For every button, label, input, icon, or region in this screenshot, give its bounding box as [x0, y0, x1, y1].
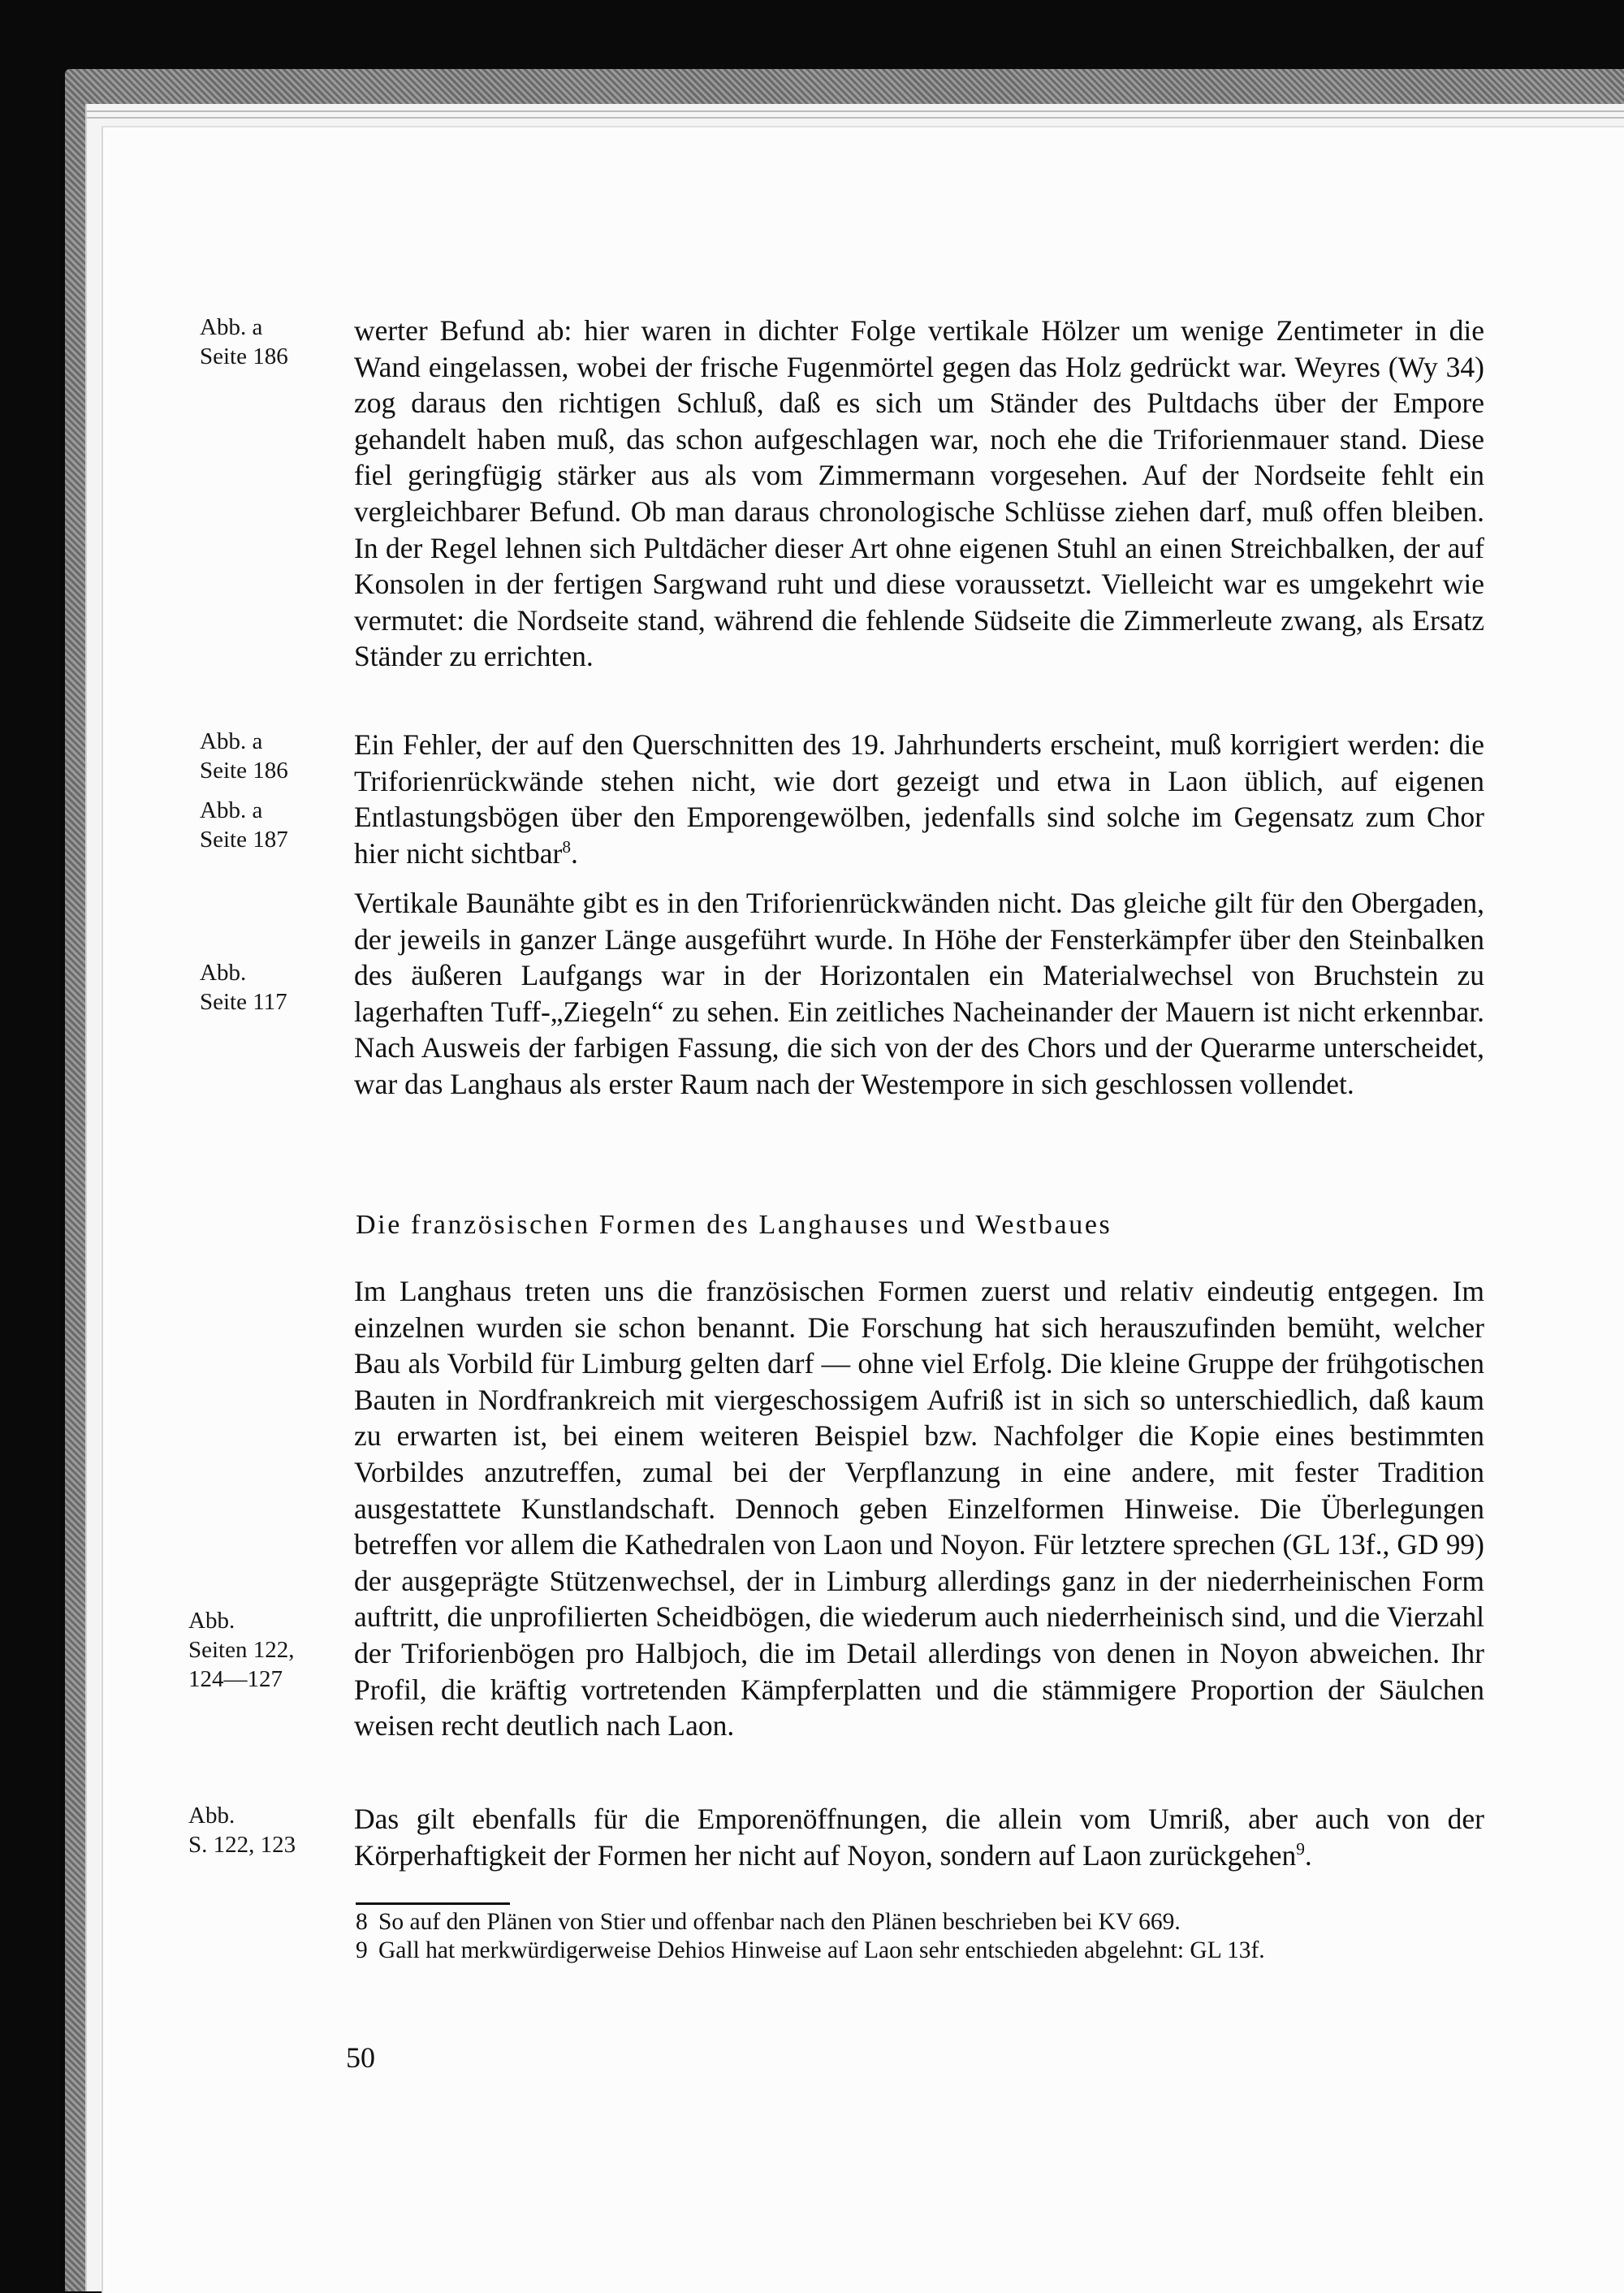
margin-note-line: Abb. a — [200, 797, 263, 823]
body-text-block — [354, 1273, 1484, 1744]
margin-note — [188, 1801, 296, 1859]
page-edge — [87, 110, 1624, 112]
footnote-ref[interactable]: 8 — [562, 836, 571, 857]
margin-note-line: S. 122, 123 — [188, 1832, 296, 1858]
footnote-text: Gall hat merkwürdigerweise Dehios Hinweise auf Laon sehr entschieden abgelehnt: GL 13f. — [378, 1937, 1265, 1963]
margin-note-line: Abb. — [200, 960, 247, 986]
margin-note-line: Abb. a — [200, 728, 263, 754]
footnotes — [356, 1908, 1468, 1965]
footnote — [356, 1908, 1468, 1937]
margin-note — [200, 313, 288, 371]
page-number: 50 — [346, 2041, 375, 2074]
paragraph-text: Das gilt ebenfalls für die Emporenöffnungen, die allein vom Umriß, aber auch von der Körperhaftigkeit der Formen her nicht auf Noyon, sondern auf Laon zurückgehen — [354, 1803, 1484, 1872]
paragraph: Im Langhaus treten uns die französischen Formen zuerst und relativ eindeutig entgegen. Im einzelnen wurden sie schon benannt. Die Forschung hat sich herauszufinden bemüht, welcher Bau als Vorbild für Limburg gelten darf — ohne viel Erfolg. Die kleine Gruppe der frühgotischen Bauten in Nordfrankreich mit viergeschossigem Aufriß ist in sich so unterschiedlich, daß kaum zu erwarten ist, bei einem weiteren Beispiel bzw. Nachfolger die Kopie eines bestimmten Vorbildes anzutreffen, zumal bei der Verpflanzung in eine andere, mit fester Tradition ausgestattete Kunstlandschaft. Dennoch geben Einzelformen Hinweise. Die Überlegungen betreffen vor allem die Kathedralen von Laon und Noyon. Für letztere sprechen (GL 13f., GD 99) der ausgeprägte Stützenwechsel, der in Limburg allerdings ganz in der niederrheinischen Form auftritt, die unprofilierten Scheidbögen, die wiederum auch niederrheinisch sind, und die Vierzahl der Triforienbögen pro Halbjoch, die im Detail allerdings von denen in Noyon abweichen. Ihr Profil, die kräftig vortretenden Kämpferplatten und die stämmigere Proportion der Säulchen weisen recht deutlich nach Laon. — [354, 1275, 1484, 1742]
paragraph — [354, 727, 1484, 871]
footnote-text: So auf den Plänen von Stier und offenbar nach den Plänen beschrieben bei KV 669. — [378, 1909, 1181, 1935]
margin-note — [200, 796, 288, 854]
margin-note-line: Seite 117 — [200, 989, 287, 1015]
margin-note — [200, 958, 287, 1017]
margin-note-line: Seiten 122, — [188, 1637, 295, 1663]
section-heading: Die französischen Formen des Langhauses und Westbaues — [356, 1210, 1112, 1240]
footnote-ref[interactable]: 9 — [1296, 1838, 1305, 1859]
body-text-block — [354, 1801, 1484, 1873]
margin-note-line: Seite 186 — [200, 343, 288, 369]
body-text-block — [354, 885, 1484, 1103]
margin-note-line: Abb. — [188, 1608, 235, 1634]
punctuation: . — [1304, 1838, 1312, 1872]
margin-note — [200, 727, 288, 785]
punctuation: . — [570, 836, 578, 870]
paragraph: Vertikale Baunähte gibt es in den Triforienrückwänden nicht. Das gleiche gilt für den Obergaden, der jeweils in ganzer Länge ausgeführt wurde. In Höhe der Fensterkämpfer über den Steinbalken des äußeren Laufgangs war in der Horizontalen ein Materialwechsel von Bruchstein zu lagerhaften Tuff-„Ziegeln“ zu sehen. Ein zeitliches Nacheinander der Mauern ist nicht erkennbar. Nach Ausweis der farbigen Fassung, die sich von der des Chors und der Querarme unterscheidet, war das Langhaus als erster Raum nach der Westempore in sich geschlossen vollendet. — [354, 887, 1484, 1100]
paragraph — [354, 1801, 1484, 1873]
margin-note — [188, 1606, 295, 1694]
margin-note-line: Abb. a — [200, 314, 263, 340]
margin-note-line: Seite 187 — [200, 827, 288, 853]
body-text-block — [354, 727, 1484, 871]
footnote — [356, 1937, 1468, 1965]
margin-note-line: Seite 186 — [200, 758, 288, 784]
footnote-number: 8 — [356, 1909, 368, 1935]
paragraph: werter Befund ab: hier waren in dichter Folge vertikale Hölzer um wenige Zentimeter in die Wand eingelassen, wobei der frische Fugenmörtel gegen das Holz gedrückt war. Weyres (Wy 34) zog daraus den richtigen Schluß, daß es sich um Ständer des Pultdachs über der Empore gehandelt haben muß, das schon aufgeschlagen war, noch ehe die Triforienmauer stand. Diese fiel geringfügig stärker aus als vom Zimmermann vorgesehen. Auf der Nordseite fehlt ein vergleichbarer Befund. Ob man daraus chronologische Schlüsse ziehen darf, muß offen bleiben. In der Regel lehnen sich Pultdächer dieser Art ohne eigenen Stuhl an einen Streichbalken, der auf Konsolen in der fertigen Sargwand ruht und diese voraussetzt. Vielleicht war es umgekehrt wie vermutet: die Nordseite stand, während die fehlende Südseite die Zimmerleute zwang, als Ersatz Ständer zu errichten. — [354, 314, 1484, 673]
page-edge — [87, 117, 1624, 119]
paragraph-text: Ein Fehler, der auf den Querschnitten des 19. Jahrhunderts erscheint, muß korrigiert werden: die Triforienrückwände stehen nicht, wie dort gezeigt und etwa in Laon üblich, auf eigenen Entlastungsbögen über den Emporengewölben, jedenfalls sind solche im Gegensatz zum Chor hier nicht sichtbar — [354, 728, 1484, 870]
margin-note-line: Abb. — [188, 1803, 235, 1829]
footnote-number: 9 — [356, 1937, 368, 1963]
footnote-divider — [356, 1902, 510, 1905]
body-text-block — [354, 313, 1484, 675]
margin-note-line: 124—127 — [188, 1666, 283, 1692]
